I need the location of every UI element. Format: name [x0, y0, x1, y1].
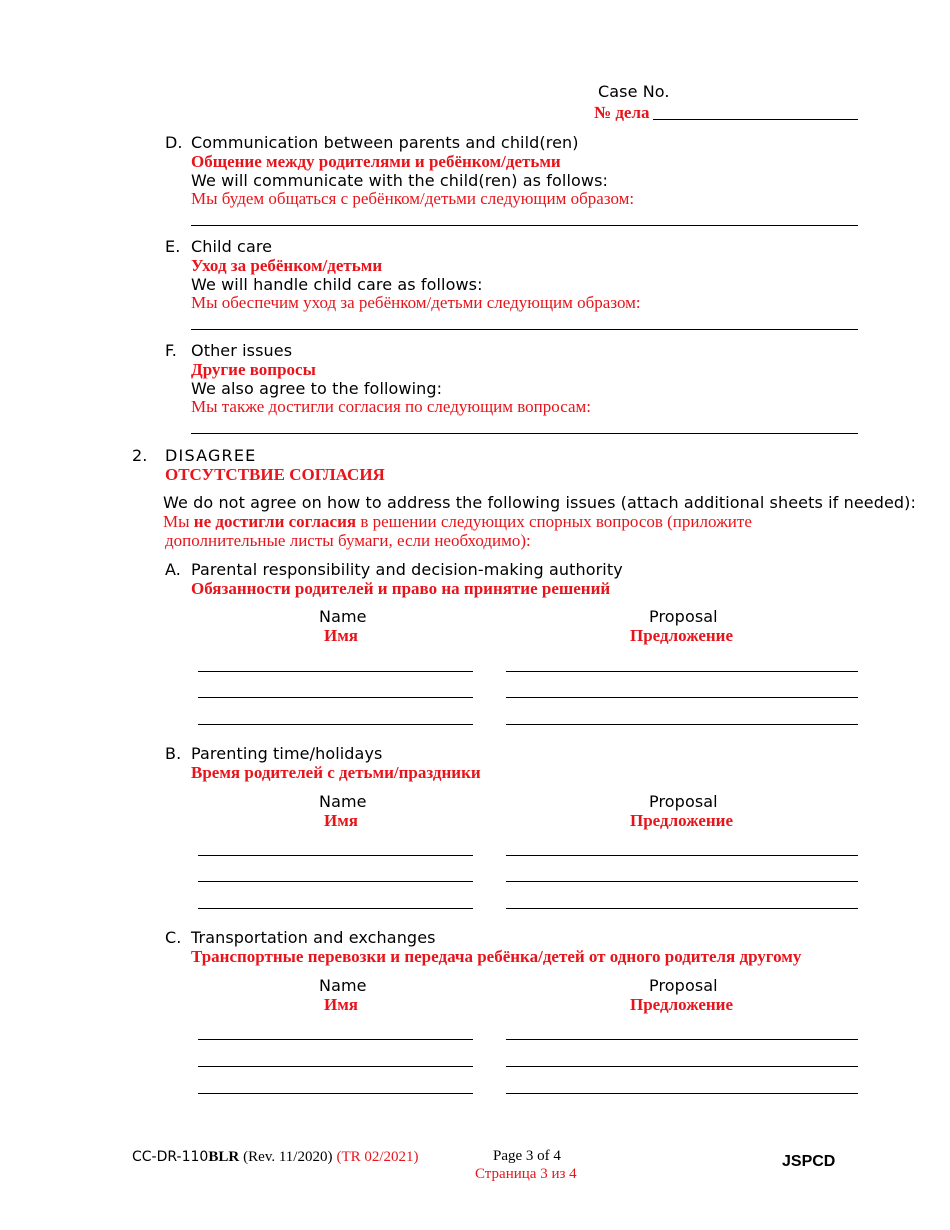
section-e-title-ru: Уход за ребёнком/детьми: [191, 256, 383, 275]
section-f-letter: F.: [165, 341, 177, 360]
sub-c-proposal-line-2[interactable]: [506, 1066, 858, 1067]
section-d-letter: D.: [165, 133, 183, 152]
disagree-intro-ru-2: дополнительные листы бумаги, если необходимо):: [165, 531, 531, 550]
col-proposal-header: Proposal: [649, 976, 718, 995]
sub-a-title: Parental responsibility and decision-making authority: [191, 560, 623, 579]
section-f-title: Other issues: [191, 341, 293, 360]
section-f-title-ru: Другие вопросы: [191, 360, 316, 379]
col-proposal-header-ru: Предложение: [630, 811, 733, 830]
sub-b-title-ru: Время родителей с детьми/праздники: [191, 763, 481, 782]
col-proposal-header: Proposal: [649, 792, 718, 811]
sub-c-letter: C.: [165, 928, 182, 947]
sub-c-proposal-line-3[interactable]: [506, 1093, 858, 1094]
case-no-field[interactable]: [653, 119, 858, 120]
sub-a-name-line-3[interactable]: [198, 724, 473, 725]
sub-b-proposal-line-3[interactable]: [506, 908, 858, 909]
col-name-header-ru: Имя: [324, 811, 358, 830]
case-no-label-ru: № дела: [594, 103, 650, 122]
sub-a-proposal-line-3[interactable]: [506, 724, 858, 725]
section-d-text: We will communicate with the child(ren) as follows:: [191, 171, 608, 190]
section-e-text-ru: Мы обеспечим уход за ребёнком/детьми следующим образом:: [191, 293, 641, 312]
sub-c-name-line-3[interactable]: [198, 1093, 473, 1094]
section-d-answer-line[interactable]: [191, 225, 858, 226]
section-e-answer-line[interactable]: [191, 329, 858, 330]
disagree-intro: We do not agree on how to address the following issues (attach additional sheets if needed):: [163, 493, 916, 512]
sub-b-name-line-3[interactable]: [198, 908, 473, 909]
sub-c-title-ru: Транспортные перевозки и передача ребёнка/детей от одного родителя другому: [191, 947, 802, 966]
section-f-text-ru: Мы также достигли согласия по следующим вопросам:: [191, 397, 591, 416]
section-f-text: We also agree to the following:: [191, 379, 443, 398]
sub-b-name-line-1[interactable]: [198, 855, 473, 856]
section-f-answer-line[interactable]: [191, 433, 858, 434]
sub-b-title: Parenting time/holidays: [191, 744, 383, 763]
sub-a-title-ru: Обязанности родителей и право на принятие решений: [191, 579, 611, 598]
sub-a-letter: A.: [165, 560, 181, 579]
section-e-text: We will handle child care as follows:: [191, 275, 483, 294]
section-d-title-ru: Общение между родителями и ребёнком/детьми: [191, 152, 561, 171]
col-name-header: Name: [319, 976, 367, 995]
sub-c-proposal-line-1[interactable]: [506, 1039, 858, 1040]
footer-form-id: CC-DR-110BLR (Rev. 11/2020) (TR 02/2021): [132, 1149, 419, 1165]
section-e-title: Child care: [191, 237, 273, 256]
col-name-header-ru: Имя: [324, 995, 358, 1014]
section-d-title: Communication between parents and child(ren): [191, 133, 579, 152]
col-name-header-ru: Имя: [324, 626, 358, 645]
disagree-title: DISAGREE: [165, 446, 257, 465]
sub-b-proposal-line-1[interactable]: [506, 855, 858, 856]
sub-a-name-line-1[interactable]: [198, 671, 473, 672]
sub-a-proposal-line-1[interactable]: [506, 671, 858, 672]
sub-b-name-line-2[interactable]: [198, 881, 473, 882]
sub-c-name-line-1[interactable]: [198, 1039, 473, 1040]
case-no-label: Case No.: [598, 82, 670, 101]
disagree-intro-ru: Мы не достигли согласия в решении следующих спорных вопросов (приложите: [163, 512, 752, 531]
section-e-letter: E.: [165, 237, 181, 256]
sub-a-proposal-line-2[interactable]: [506, 697, 858, 698]
footer-page-number: Page 3 of 4: [493, 1148, 561, 1164]
sub-b-letter: B.: [165, 744, 182, 763]
col-name-header: Name: [319, 607, 367, 626]
disagree-title-ru: ОТСУТСТВИЕ СОГЛАСИЯ: [165, 465, 385, 484]
footer-org-code: JSPCD: [782, 1153, 836, 1170]
sub-a-name-line-2[interactable]: [198, 697, 473, 698]
col-proposal-header-ru: Предложение: [630, 626, 733, 645]
section-d-text-ru: Мы будем общаться с ребёнком/детьми следующим образом:: [191, 189, 635, 208]
col-name-header: Name: [319, 792, 367, 811]
footer-page-number-ru: Страница 3 из 4: [475, 1166, 577, 1182]
col-proposal-header: Proposal: [649, 607, 718, 626]
disagree-number: 2.: [132, 446, 148, 465]
col-proposal-header-ru: Предложение: [630, 995, 733, 1014]
sub-b-proposal-line-2[interactable]: [506, 881, 858, 882]
sub-c-title: Transportation and exchanges: [191, 928, 436, 947]
sub-c-name-line-2[interactable]: [198, 1066, 473, 1067]
